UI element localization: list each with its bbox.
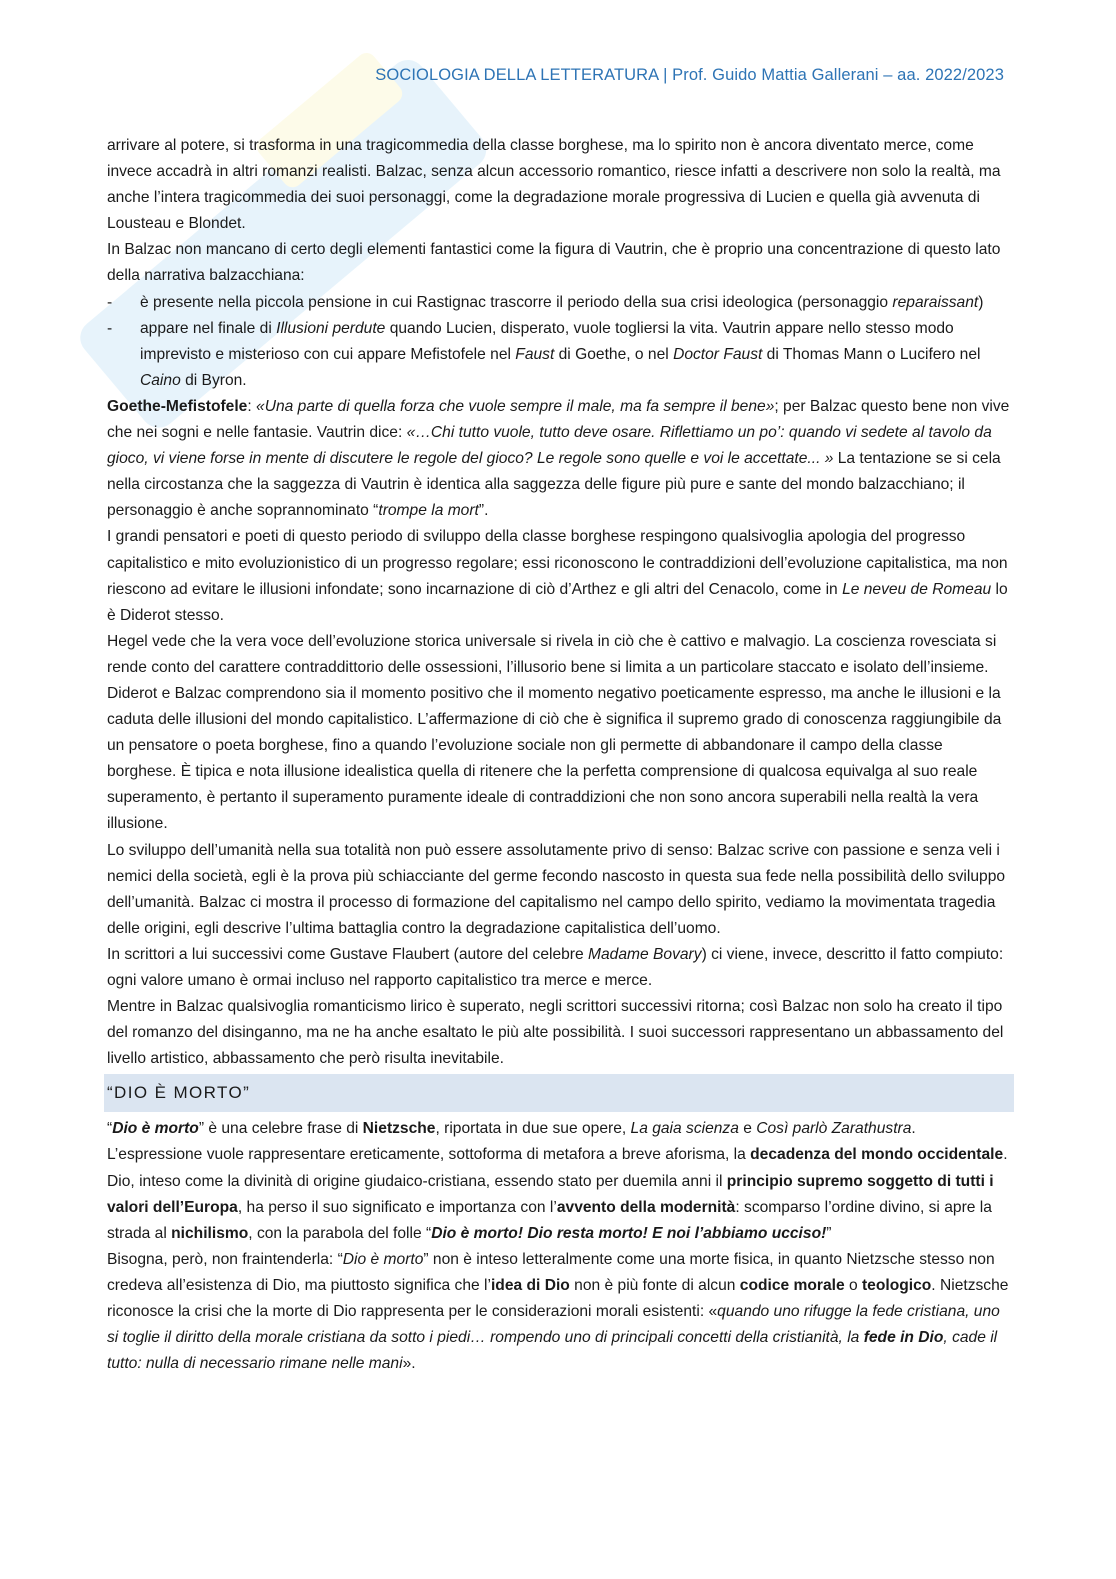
paragraph: In Balzac non mancano di certo degli elementi fantastici come la figura di Vautrin, che è proprio una concentrazione di questo lato della narrativa balzacchiana: [107,241,1001,285]
paragraph: Goethe-Mefistofele: «Una parte di quella forza che vuole sempre il male, ma fa sempre il bene»; per Balzac questo bene non vive che nei sogni e nelle fantasie. Vautrin dice: «…Chi tutto vuole, tutto deve osare. Riflettiamo un po’: quando vi sedete al tavolo da gioco, vi viene forse in mente di discutere le regole del gioco? Le regole sono quelle e voi le accettate... » La tentazione se si cela nella circostanza che la saggezza di Vautrin è identica alla saggezza delle figure più pure e sante del mondo balzacchiano; il personaggio è anche soprannominato “trompe la mort”. [107,397,1010,520]
paragraph: arrivare al potere, si trasforma in una tragicommedia della classe borghese, ma lo spirito non è ancora diventato merce, come invece accadrà in altri romanzi realisti. Balzac, senza alcun accessorio romantico, riesce infatti a descrivere non solo la realtà, ma anche l’intera tragicommedia dei suoi personaggi, come la degradazione morale progressiva di Lucien e quella già avvenuta di Lousteau e Blondet. [107,137,1001,233]
paragraph: I grandi pensatori e poeti di questo periodo di sviluppo della classe borghese respingono qualsivoglia apologia del progresso capitalistico e mito evoluzionistico di un progresso regolare; essi riconoscono le contraddizioni dell’evoluzione capitalistica, ma non riescono ad evitare le illusioni infondate; sono incarnazione di ciò d’Arthez e gli altri del Cenacolo, come in Le neveu de Romeau lo è Diderot stesso. [107,528,1008,624]
paragraph: Hegel vede che la vera voce dell’evoluzione storica universale si rivela in ciò che è cattivo e malvagio. La coscienza rovesciata si rende conto del carattere contraddittorio delle ossessioni, l’illusorio bene si limita a un particolare staccato e isolato dell’insieme. Diderot e Balzac comprendono sia il momento positivo che il momento negativo poeticamente espresso, ma anche le illusioni e la caduta delle illusioni del mondo capitalistico. L’affermazione di ciò che è significa il supremo grado di conoscenza raggiungibile da un pensatore o poeta borghese, fino a quando l’evoluzione sociale non gli permette di abbandonare il campo della classe borghese. È tipica e nota illusione idealistica quella di ritenere che la perfetta comprensione di qualcosa equivalga al suo reale superamento, è pertanto il superamento puramente ideale di contraddizioni che non sono ancora superabili nella realtà la vera illusione. [107,632,1002,833]
paragraph: In scrittori a lui successivi come Gustave Flaubert (autore del celebre Madame Bovary) ci viene, invece, descritto il fatto compiuto: ogni valore umano è ormai incluso nel rapporto capitalistico tra merce e merce. [107,945,1004,989]
paragraph: Lo sviluppo dell’umanità nella sua totalità non può essere assolutamente privo di senso: Balzac scrive con passione e senza veli i nemici della società, egli è la prova più schiacciante del germe fecondo nascosto in questa sua fede nella possibilità dello sviluppo dell’umanità. Balzac ci mostra il processo di formazione del capitalismo nel campo dello spirito, vediamo la movimentata tragedia delle origini, egli descrive l’ultima battaglia contro la degradazione capitalistica dell’uomo. [107,841,1006,937]
paragraph: Dio, inteso come la divinità di origine giudaico-cristiana, essendo stato per duemila anni il principio supremo soggetto di tutti i valori dell’Europa, ha perso il suo significato e importanza con l’avvento della modernità: scomparso l’ordine divino, si apre la strada al nichilismo, con la parabola del folle “Dio è morto! Dio resta morto! E noi l’abbiamo ucciso!” [107,1172,994,1242]
main-content [107,133,1011,1377]
bullet-dash: - [107,319,113,337]
running-header: SOCIOLOGIA DELLA LETTERATURA | Prof. Guido Mattia Gallerani – aa. 2022/2023 [375,66,1004,84]
section-heading: “DIO È MORTO” [104,1074,1014,1112]
bullet-item: - è presente nella piccola pensione in cui Rastignac trascorre il periodo della sua crisi ideologica (personaggio reparaissant) [107,290,1011,316]
paragraph: Mentre in Balzac qualsivoglia romanticismo lirico è superato, negli scrittori successivi ritorna; così Balzac non solo ha creato il tipo del romanzo del disinganno, ma ne ha anche esaltato le più alte possibilità. I suoi successori rappresentano un abbassamento del livello artistico, abbassamento che però risulta inevitabile. [107,998,1004,1068]
paragraph: Bisogna, però, non fraintenderla: “Dio è morto” non è inteso letteralmente come una morte fisica, in quanto Nietzsche stesso non credeva all’esistenza di Dio, ma piuttosto significa che l’idea di Dio non è più fonte di alcun codice morale o teologico. Nietzsche riconosce la crisi che la morte di Dio rappresenta per le considerazioni morali esistenti: «quando uno rifugge la fede cristiana, uno si toglie il diritto della morale cristiana da sotto i piedi… rompendo uno di principali concetti della cristianità, la fede in Dio, cade il tutto: nulla di necessario rimane nelle mani». [107,1250,1009,1373]
paragraph: “Dio è morto” è una celebre frase di Nietzsche, riportata in due sue opere, La gaia scienza e Così parlò Zarathustra. L’espressione vuole rappresentare ereticamente, sottoforma di metafora a breve aforisma, la decadenza del mondo occidentale. [107,1120,1008,1164]
bullet-dash: - [107,293,113,311]
bullet-item: - appare nel finale di Illusioni perdute quando Lucien, disperato, vuole togliersi la vita. Vautrin appare nello stesso modo imprevisto e misterioso con cui appare Mefistofele nel Faust di Goethe, o nel Doctor Faust di Thomas Mann o Lucifero nel Caino di Byron. [107,316,1011,394]
